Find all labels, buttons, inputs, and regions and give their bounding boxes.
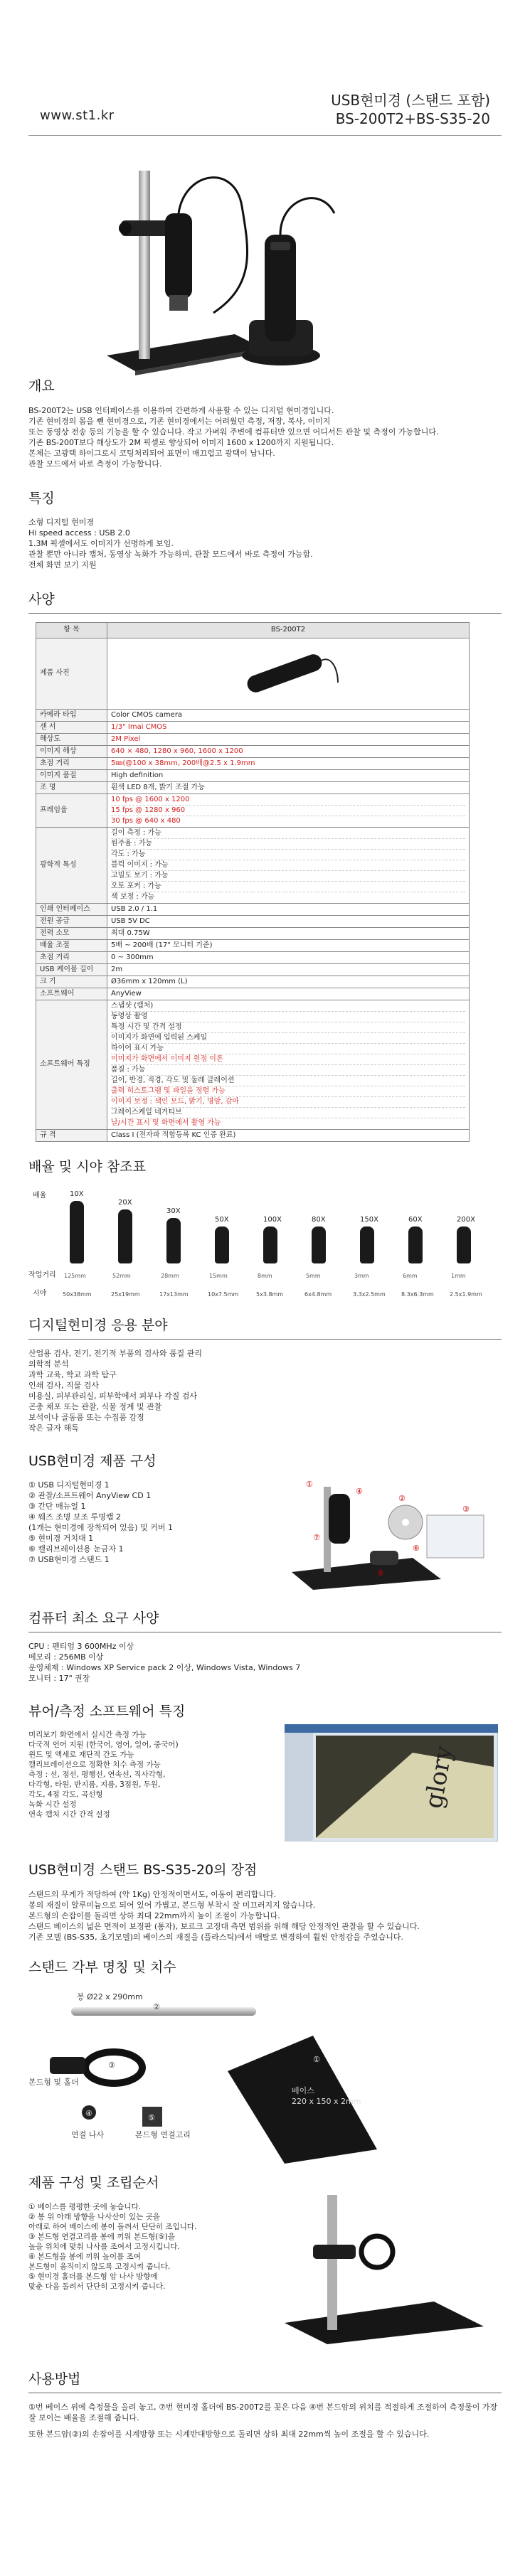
spec-value-line: 날/시간 표시 및 화면에서 촬영 가능 bbox=[111, 1118, 221, 1127]
spec-value bbox=[107, 927, 470, 939]
spec-value-line: 640 × 480, 1280 x 960, 1600 x 1200 bbox=[111, 747, 243, 755]
stand-intro-line: 스탠드의 무게가 적당하여 (약 1Kg) 안정적이면서도, 이동이 편리합니다. bbox=[28, 1889, 277, 1899]
spec-value-line: 최대 0.75W bbox=[111, 929, 150, 937]
spec-value bbox=[107, 963, 470, 976]
software-feature: 윈드 및 액세로 재단적 간도 가능 bbox=[28, 1751, 134, 1760]
fov-row-label: 시야 bbox=[33, 1290, 47, 1298]
kit-callout: ⑦ bbox=[313, 1533, 320, 1543]
spec-value-line: High definition bbox=[111, 771, 164, 779]
mag-value: 60X bbox=[408, 1216, 423, 1224]
features-heading: 특징 bbox=[28, 490, 55, 506]
spec-row bbox=[36, 976, 470, 988]
spec-key: 이미지 해상 bbox=[36, 745, 107, 757]
parts-heading-wrap bbox=[0, 1958, 530, 1978]
assembly-step: 아래로 하여 베이스에 봉이 돌려서 단단히 조입니다. bbox=[28, 2223, 197, 2232]
base-dimension: 220 x 150 x 2mm bbox=[292, 2097, 361, 2107]
spec-value-line: 흰색 LED 8개, 밝기 조절 가능 bbox=[111, 783, 205, 791]
spec-value-line: 이미지가 화면에 입력된 스케일 bbox=[111, 1033, 465, 1044]
usage-section bbox=[0, 2370, 530, 2439]
mag-value: 150X bbox=[360, 1216, 378, 1224]
kit-item: ⑥ 캘리브레이션용 눈금자 1 bbox=[28, 1544, 124, 1554]
spec-row bbox=[36, 951, 470, 963]
kit-item: ② 관찰/소프트웨어 AnyView CD 1 bbox=[28, 1491, 152, 1501]
mag-value: 80X bbox=[312, 1216, 326, 1224]
spec-value-line: 1/3" Imai CMOS bbox=[111, 722, 167, 731]
spec-value-line: USB 5V DC bbox=[111, 916, 150, 925]
product-title-line1: USB현미경 (스탠드 포함) bbox=[331, 92, 490, 109]
spec-value bbox=[107, 781, 470, 793]
spec-key: 전원 공급 bbox=[36, 915, 107, 927]
application-line: 산업용 검사, 전기, 전기적 부품의 검사와 품질 관리 bbox=[28, 1348, 202, 1358]
working-distance: 15mm bbox=[209, 1273, 228, 1280]
spec-value bbox=[107, 1000, 470, 1129]
spec-key: USB 케이블 길이 bbox=[36, 963, 107, 976]
assembly-steps bbox=[28, 2202, 242, 2292]
assembly-step: ③ 본드형 연결고리를 봉에 끼워 본드형(⑤)을 bbox=[28, 2233, 175, 2242]
feature-line: Hi speed access : USB 2.0 bbox=[28, 528, 130, 538]
spec-value-line: Class I (전자파 적합등록 KC 인증 완료) bbox=[111, 1131, 236, 1139]
applications-text bbox=[28, 1348, 502, 1433]
spec-row bbox=[36, 745, 470, 757]
spec-row bbox=[36, 915, 470, 927]
stand-intro-heading: USB현미경 스탠드 BS-S35-20의 장점 bbox=[28, 1862, 258, 1878]
spec-value-line: 그레이스케일 네거티브 bbox=[111, 1108, 465, 1118]
spec-value bbox=[107, 757, 470, 769]
microscope-icon bbox=[457, 1226, 471, 1263]
product-title bbox=[331, 91, 490, 128]
microscope-icon bbox=[215, 1226, 229, 1263]
spec-value-line: 동영상 촬영 bbox=[111, 1012, 465, 1022]
assembly-step: 높을 위치에 맞춰 나사를 조여서 고정시킵니다. bbox=[28, 2243, 180, 2252]
microscope-icon bbox=[360, 1226, 374, 1263]
spec-key: 초점 거리 bbox=[36, 951, 107, 963]
overview-line: 본체는 고광택 하이그로시 코팅처리되어 표면이 매끄럽고 광택이 납니다. bbox=[28, 448, 275, 458]
spec-value bbox=[107, 915, 470, 927]
application-line: 작은 글자 해독 bbox=[28, 1423, 79, 1433]
spec-row bbox=[36, 757, 470, 769]
spec-value-line: 하이어 표시 가능 bbox=[111, 1044, 465, 1054]
overview-line: 기존 BS-200T보다 해상도가 2M 픽셀로 향상되어 이미지 1600 x 1200까지 지원됩니다. bbox=[28, 437, 334, 447]
spec-row bbox=[36, 827, 470, 903]
working-distance: 6mm bbox=[403, 1273, 418, 1280]
assembly-step: ② 봉 위 아래 방향을 나사산이 있는 곳을 bbox=[28, 2213, 160, 2222]
kit-callout: ③ bbox=[462, 1505, 470, 1514]
software-feature: 녹화 시간 설정 bbox=[28, 1800, 77, 1810]
page-header bbox=[0, 0, 530, 142]
requirement-line: CPU : 펜티엄 3 600MHz 이상 bbox=[28, 1641, 134, 1651]
part-number-2: ② bbox=[153, 2002, 160, 2012]
spec-value-line: 이미지가 화면에서 이미지 원점 이론 bbox=[111, 1054, 465, 1065]
spec-value-line: USB 2.0 / 1.1 bbox=[111, 904, 158, 913]
mag-value: 50X bbox=[215, 1216, 229, 1224]
stand-intro-line: 기존 모델 (BS-S35, 초기모델)의 베이스의 재질을 (플라스틱)에서 매탈로 변경하여 훨씬 안정감을 주었습니다. bbox=[28, 1932, 403, 1942]
mag-value: 200X bbox=[457, 1216, 475, 1224]
overview-line: 또는 동영상 전송 등의 기능을 할 수 있습니다. 작고 가벼워 주변에 컴퓨터만 있으면 어디서든 관찰 및 측정이 가능합니다. bbox=[28, 427, 439, 437]
working-distance: 125mm bbox=[64, 1273, 86, 1280]
spec-value-line: 출력 히스토그램 및 파일을 정렬 가능 bbox=[111, 1086, 465, 1097]
spec-value bbox=[107, 733, 470, 745]
stand-intro-text bbox=[28, 1889, 502, 1942]
overview-heading: 개요 bbox=[28, 378, 55, 394]
spec-row bbox=[36, 963, 470, 976]
kit-list bbox=[28, 1480, 285, 1565]
knob-label: 연결 나사 bbox=[71, 2130, 105, 2140]
spec-key: 카메라 타입 bbox=[36, 709, 107, 721]
spec-photo-row bbox=[36, 638, 470, 709]
spec-row bbox=[36, 721, 470, 733]
microscope-body-shape bbox=[165, 213, 192, 299]
spec-row bbox=[36, 733, 470, 745]
spec-value bbox=[107, 903, 470, 915]
product-model: BS-200T2+BS-S35-20 bbox=[335, 110, 490, 127]
spec-row bbox=[36, 903, 470, 915]
requirement-line: 메모리 : 256MB 이상 bbox=[28, 1652, 104, 1662]
requirement-line: 운영체제 : Windows XP Service pack 2 이상, Windows Vista, Windows 7 bbox=[28, 1662, 301, 1672]
spec-value-line: 5배 ~ 200배 (17" 모니터 기준) bbox=[111, 941, 213, 949]
spec-key: 센 서 bbox=[36, 721, 107, 733]
spec-row bbox=[36, 927, 470, 939]
spec-value-line: 길이, 반경, 직경, 각도 및 둘레 클레이션 bbox=[111, 1076, 465, 1086]
spec-row bbox=[36, 988, 470, 1000]
working-distance: 28mm bbox=[161, 1273, 179, 1280]
microscope-stand-illustration bbox=[0, 142, 530, 377]
mag-value: 20X bbox=[118, 1199, 132, 1207]
spec-value bbox=[107, 793, 470, 827]
field-of-view: 10x7.5mm bbox=[208, 1291, 239, 1298]
parts-diagram bbox=[0, 1986, 530, 2164]
spec-key: 이미지 품질 bbox=[36, 769, 107, 781]
features-section bbox=[0, 489, 530, 571]
kit-heading-wrap bbox=[0, 1452, 530, 1472]
site-url[interactable]: www.st1.kr bbox=[40, 108, 115, 123]
spec-value-line: 품질 : 가능 bbox=[111, 1065, 465, 1076]
spec-table bbox=[36, 622, 470, 1142]
assembly-section bbox=[0, 2202, 530, 2366]
usage-line: 또한 본드암(②)의 손잡이를 시계방향 또는 시계반대방향으로 돌리면 상하 최대 22mm씩 높이 조절을 할 수 있습니다. bbox=[28, 2429, 430, 2439]
kit-section bbox=[0, 1480, 530, 1600]
spec-value bbox=[107, 939, 470, 951]
spec-value-line: 10 fps @ 1600 x 1200 bbox=[111, 795, 465, 806]
part-number-4: ④ bbox=[85, 2109, 92, 2119]
holder-label: 본드형 및 홀더 bbox=[28, 2078, 79, 2088]
working-distance: 52mm bbox=[112, 1273, 131, 1280]
application-line: 인쇄 검사, 직물 검사 bbox=[28, 1380, 99, 1390]
field-of-view: 6x4.8mm bbox=[304, 1291, 332, 1298]
spec-value bbox=[107, 951, 470, 963]
spec-value-line: 2m bbox=[111, 965, 123, 973]
spec-value-line: Color CMOS camera bbox=[111, 710, 183, 719]
field-of-view: 17x13mm bbox=[159, 1291, 189, 1298]
field-of-view: 2.5x1.9mm bbox=[450, 1291, 482, 1298]
field-of-view: 50x38mm bbox=[63, 1291, 92, 1298]
spec-key: 전력 소모 bbox=[36, 927, 107, 939]
microscope-icon bbox=[312, 1226, 326, 1263]
usage-line: ①번 베이스 위에 측정물을 올려 놓고, ⑦번 현미경 홀더에 BS-200T2를 꽂은 다음 ④번 본드암의 위치를 적절하게 조절하여 측정물이 가장 잘 보이는 배율을 조절해 줍니다. bbox=[28, 2402, 498, 2422]
software-section bbox=[0, 1730, 530, 1851]
assembly-step: ④ 본드형을 봉에 끼워 높이를 조여 bbox=[28, 2252, 141, 2262]
kit-item: (1개는 현미경에 장착되어 있음) 및 커버 1 bbox=[28, 1523, 173, 1533]
working-distance: 5mm bbox=[306, 1273, 321, 1280]
header-divider bbox=[28, 135, 502, 136]
usage-text bbox=[28, 2402, 502, 2439]
spec-key: 인쇄 인터페이스 bbox=[36, 903, 107, 915]
magnification-heading: 배율 및 시야 참조표 bbox=[28, 1158, 146, 1175]
software-feature: 캘리브레이션으로 정확한 치수 측정 가능 bbox=[28, 1760, 161, 1770]
magnification-chart bbox=[0, 1185, 530, 1306]
part-number-1: ① bbox=[313, 2055, 320, 2065]
software-screen-text: glory bbox=[419, 1743, 459, 1811]
assembly-step: 본드형이 움직이지 않도록 고정시켜 줍니다. bbox=[28, 2262, 171, 2272]
stand-intro-line: 스탠드 베이스의 넓은 면적이 보정판 (통자), 보르크 고정대 측면 범위를 위해 해당 안정적인 관찰을 할 수 있습니다. bbox=[28, 1921, 420, 1931]
spec-photo-cell bbox=[107, 638, 470, 709]
spec-value-line: 30 fps @ 640 x 480 bbox=[111, 816, 181, 825]
application-line: 과학 교육, 학교 과학 탐구 bbox=[28, 1369, 117, 1379]
spec-value bbox=[107, 988, 470, 1000]
spec-value-line: 0 ~ 300mm bbox=[111, 953, 154, 961]
feature-line: 전체 화면 보기 지원 bbox=[28, 560, 97, 570]
spec-value bbox=[107, 827, 470, 903]
software-heading: 뷰어/측정 소프트웨어 특징 bbox=[28, 1703, 186, 1719]
spec-value-line: Ø36mm x 120mm (L) bbox=[111, 977, 188, 985]
application-line: 미용실, 피부관리실, 피부학에서 피부나 각질 검사 bbox=[28, 1391, 197, 1401]
overview-line: 관찰 모드에서 바로 측정이 가능합니다. bbox=[28, 459, 162, 469]
software-feature: 다국적 언어 지원 (한국어, 영어, 일어, 중국어) bbox=[28, 1741, 179, 1750]
spec-key: 소프트웨어 bbox=[36, 988, 107, 1000]
spec-value bbox=[107, 976, 470, 988]
spec-key: 규 격 bbox=[36, 1129, 107, 1141]
software-heading-wrap bbox=[0, 1702, 530, 1722]
software-list bbox=[28, 1730, 270, 1819]
kit-callout: ① bbox=[306, 1480, 313, 1490]
software-feature: 연속 캡처 시간 간격 설정 bbox=[28, 1810, 110, 1819]
kit-item: ④ 웨즈 조명 보조 투명캡 2 bbox=[28, 1512, 121, 1522]
rod-label: 봉 Ø22 x 290mm bbox=[77, 1992, 143, 2002]
mag-row-label: 배율 bbox=[33, 1192, 47, 1200]
spec-value-line: 이미지 보정 : 색인 모드, 밝기, 명암, 감마 bbox=[111, 1097, 465, 1108]
kit-callout: ④ bbox=[356, 1487, 363, 1497]
software-feature: 각도, 4점 각도, 곡선형 bbox=[28, 1790, 103, 1800]
working-distance: 1mm bbox=[451, 1273, 466, 1280]
field-of-view: 3.3x2.5mm bbox=[353, 1291, 386, 1298]
stand-rod-shape bbox=[139, 171, 150, 359]
microscope-icon bbox=[408, 1226, 423, 1263]
kit-item: ⑤ 현미경 거치대 1 bbox=[28, 1534, 94, 1544]
feature-line: 소형 디지털 현미경 bbox=[28, 518, 95, 528]
kit-callout: ⑥ bbox=[413, 1544, 420, 1554]
stand-intro-line: 본드형의 손잡이를 돌리면 상하 최대 22mm까지 높이 조절이 가능합니다. bbox=[28, 1910, 280, 1920]
spec-value-line: AnyView bbox=[111, 989, 142, 998]
spec-photo-label: 제품 사진 bbox=[36, 638, 107, 709]
product-photo-icon bbox=[231, 640, 345, 704]
requirements-section bbox=[0, 1609, 530, 1684]
microscope-icon bbox=[70, 1201, 84, 1263]
spec-value-line: 2M Pixel bbox=[111, 734, 141, 743]
requirement-line: 모니터 : 17" 권장 bbox=[28, 1673, 90, 1683]
assembly-step: 맞춘 다음 돌려서 단단히 고정시켜 줍니다. bbox=[28, 2282, 166, 2292]
applications-section bbox=[0, 1316, 530, 1433]
spec-value-line: 블럭 이미지 : 가능 bbox=[111, 860, 465, 871]
spec-col-model: BS-200T2 bbox=[107, 622, 470, 638]
part-number-3: ③ bbox=[108, 2061, 115, 2070]
software-feature: 측정 : 선, 점선, 평행선, 연속선, 직사각형, bbox=[28, 1770, 166, 1780]
parts-heading: 스탠드 각부 명칭 및 치수 bbox=[28, 1959, 176, 1975]
spec-col-item: 항 목 bbox=[36, 622, 107, 638]
spec-row bbox=[36, 1129, 470, 1141]
spec-value-line: 원주율 : 가능 bbox=[111, 839, 465, 850]
stand-intro-line: 봉의 재질이 알루미늄으로 되어 있어 가볍고, 본드형 부착시 잘 미끄러지지 않습니다. bbox=[28, 1900, 316, 1910]
application-line: 곤충 채포 또는 관찰, 식물 정계 및 관찰 bbox=[28, 1401, 162, 1411]
spec-value-line: 길이 측정 : 가능 bbox=[111, 828, 465, 839]
applications-heading: 디지털현미경 응용 분야 bbox=[28, 1316, 502, 1340]
spec-row bbox=[36, 1000, 470, 1129]
spec-key: 조 명 bbox=[36, 781, 107, 793]
mag-value: 100X bbox=[263, 1216, 282, 1224]
spec-value-line: 오토 포커 : 가능 bbox=[111, 882, 465, 892]
requirements-text bbox=[28, 1641, 502, 1684]
kit-callout: ② bbox=[398, 1494, 406, 1504]
spec-value-line: 각도 : 가능 bbox=[111, 850, 465, 860]
stand-intro-section bbox=[0, 1861, 530, 1942]
usage-heading: 사용방법 bbox=[28, 2370, 502, 2393]
screw-label: 본드형 연결고리 bbox=[135, 2130, 191, 2140]
kit-item: ⑦ USB현미경 스탠드 1 bbox=[28, 1555, 110, 1565]
microscope-secondary-shape bbox=[265, 235, 296, 341]
spec-value-line: 고밀도 보기 : 가능 bbox=[111, 871, 465, 882]
spec-heading: 사양 bbox=[28, 590, 502, 614]
spec-header-row bbox=[36, 622, 470, 638]
working-distance: 8mm bbox=[258, 1273, 272, 1280]
spec-row bbox=[36, 939, 470, 951]
overview-line: 기존 현미경의 몸을 뺀 현미경으로, 기존 현미경에서는 어려웠던 측정, 저장, 복사, 이미지 bbox=[28, 416, 331, 426]
overview-section bbox=[0, 377, 530, 469]
assembly-step: ① 베이스를 평평한 곳에 놓습니다. bbox=[28, 2203, 141, 2212]
software-feature: 미리보기 화면에서 실시간 측정 가능 bbox=[28, 1731, 147, 1740]
field-of-view: 5x3.8mm bbox=[256, 1291, 284, 1298]
spec-key: 크 기 bbox=[36, 976, 107, 988]
features-text bbox=[28, 517, 502, 570]
field-of-view: 25x19mm bbox=[111, 1291, 140, 1298]
working-distance: 3mm bbox=[354, 1273, 369, 1280]
assembly-step: ⑤ 현미경 홀더를 본드형 암 나사 방향에 bbox=[28, 2272, 158, 2282]
software-feature: 다각형, 타원, 반지름, 지름, 3점원, 두원, bbox=[28, 1780, 161, 1790]
spec-value-line: 스냅샷 (캡처) bbox=[111, 1001, 465, 1012]
spec-row bbox=[36, 769, 470, 781]
spec-value bbox=[107, 1129, 470, 1141]
spec-value bbox=[107, 721, 470, 733]
spec-value-line: 5㎜(@100 x 38mm, 200배@2.5 x 1.9mm bbox=[111, 759, 255, 767]
application-line: 의학적 분석 bbox=[28, 1359, 69, 1369]
spec-section bbox=[0, 590, 530, 1142]
mag-value: 30X bbox=[166, 1207, 181, 1216]
spec-key: 소프트웨어 특징 bbox=[36, 1000, 107, 1129]
spec-value-line: 15 fps @ 1280 x 960 bbox=[111, 806, 465, 816]
software-screenshot bbox=[285, 1724, 498, 1842]
spec-key: 프레임율 bbox=[36, 793, 107, 827]
kit-illustration bbox=[285, 1473, 498, 1593]
base-label: 베이스 bbox=[292, 2086, 314, 2096]
field-of-view: 8.3x6.3mm bbox=[401, 1291, 434, 1298]
dist-row-label: 작업거리 bbox=[28, 1271, 56, 1280]
hero-product-image bbox=[0, 142, 530, 377]
overview-line: BS-200T2는 USB 인터페이스를 이용하여 간편하게 사용할 수 있는 디지털 현미경입니다. bbox=[28, 405, 334, 415]
spec-value-line: 색 보정 : 가능 bbox=[111, 892, 155, 901]
spec-row bbox=[36, 709, 470, 721]
spec-row bbox=[36, 793, 470, 827]
microscope-icon bbox=[166, 1218, 181, 1263]
assembled-stand-illustration bbox=[270, 2181, 498, 2344]
spec-value-line: 특정 시간 및 간격 설정 bbox=[111, 1022, 465, 1033]
spec-value bbox=[107, 709, 470, 721]
kit-heading: USB현미경 제품 구성 bbox=[28, 1453, 157, 1469]
spec-key: 배율 조절 bbox=[36, 939, 107, 951]
part-number-5: ⑤ bbox=[148, 2113, 155, 2123]
assembly-heading: 제품 구성 및 조립순서 bbox=[28, 2175, 159, 2191]
feature-line: 관찰 뿐만 아니라 캡처, 동영상 녹화가 가능하며, 관찰 모드에서 바로 측정이 가능함. bbox=[28, 550, 313, 560]
spec-key: 초점 거리 bbox=[36, 757, 107, 769]
application-line: 보석이나 골동품 또는 수집품 감정 bbox=[28, 1412, 144, 1422]
kit-callout: ⑤ bbox=[377, 1568, 384, 1578]
overview-text bbox=[28, 405, 502, 469]
magnification-section bbox=[0, 1158, 530, 1177]
mag-value: 10X bbox=[70, 1190, 84, 1199]
spec-row bbox=[36, 781, 470, 793]
kit-item: ① USB 디지털현미경 1 bbox=[28, 1480, 110, 1490]
requirements-heading: 컴퓨터 최소 요구 사양 bbox=[28, 1609, 502, 1632]
spec-value bbox=[107, 769, 470, 781]
kit-item: ③ 간단 매뉴얼 1 bbox=[28, 1502, 86, 1512]
microscope-icon bbox=[118, 1209, 132, 1263]
microscope-icon bbox=[263, 1226, 277, 1263]
spec-key: 광학적 특성 bbox=[36, 827, 107, 903]
spec-value bbox=[107, 745, 470, 757]
feature-line: 1.3M 픽셀에서도 이미지가 선명하게 보임. bbox=[28, 539, 174, 549]
spec-key: 해상도 bbox=[36, 733, 107, 745]
